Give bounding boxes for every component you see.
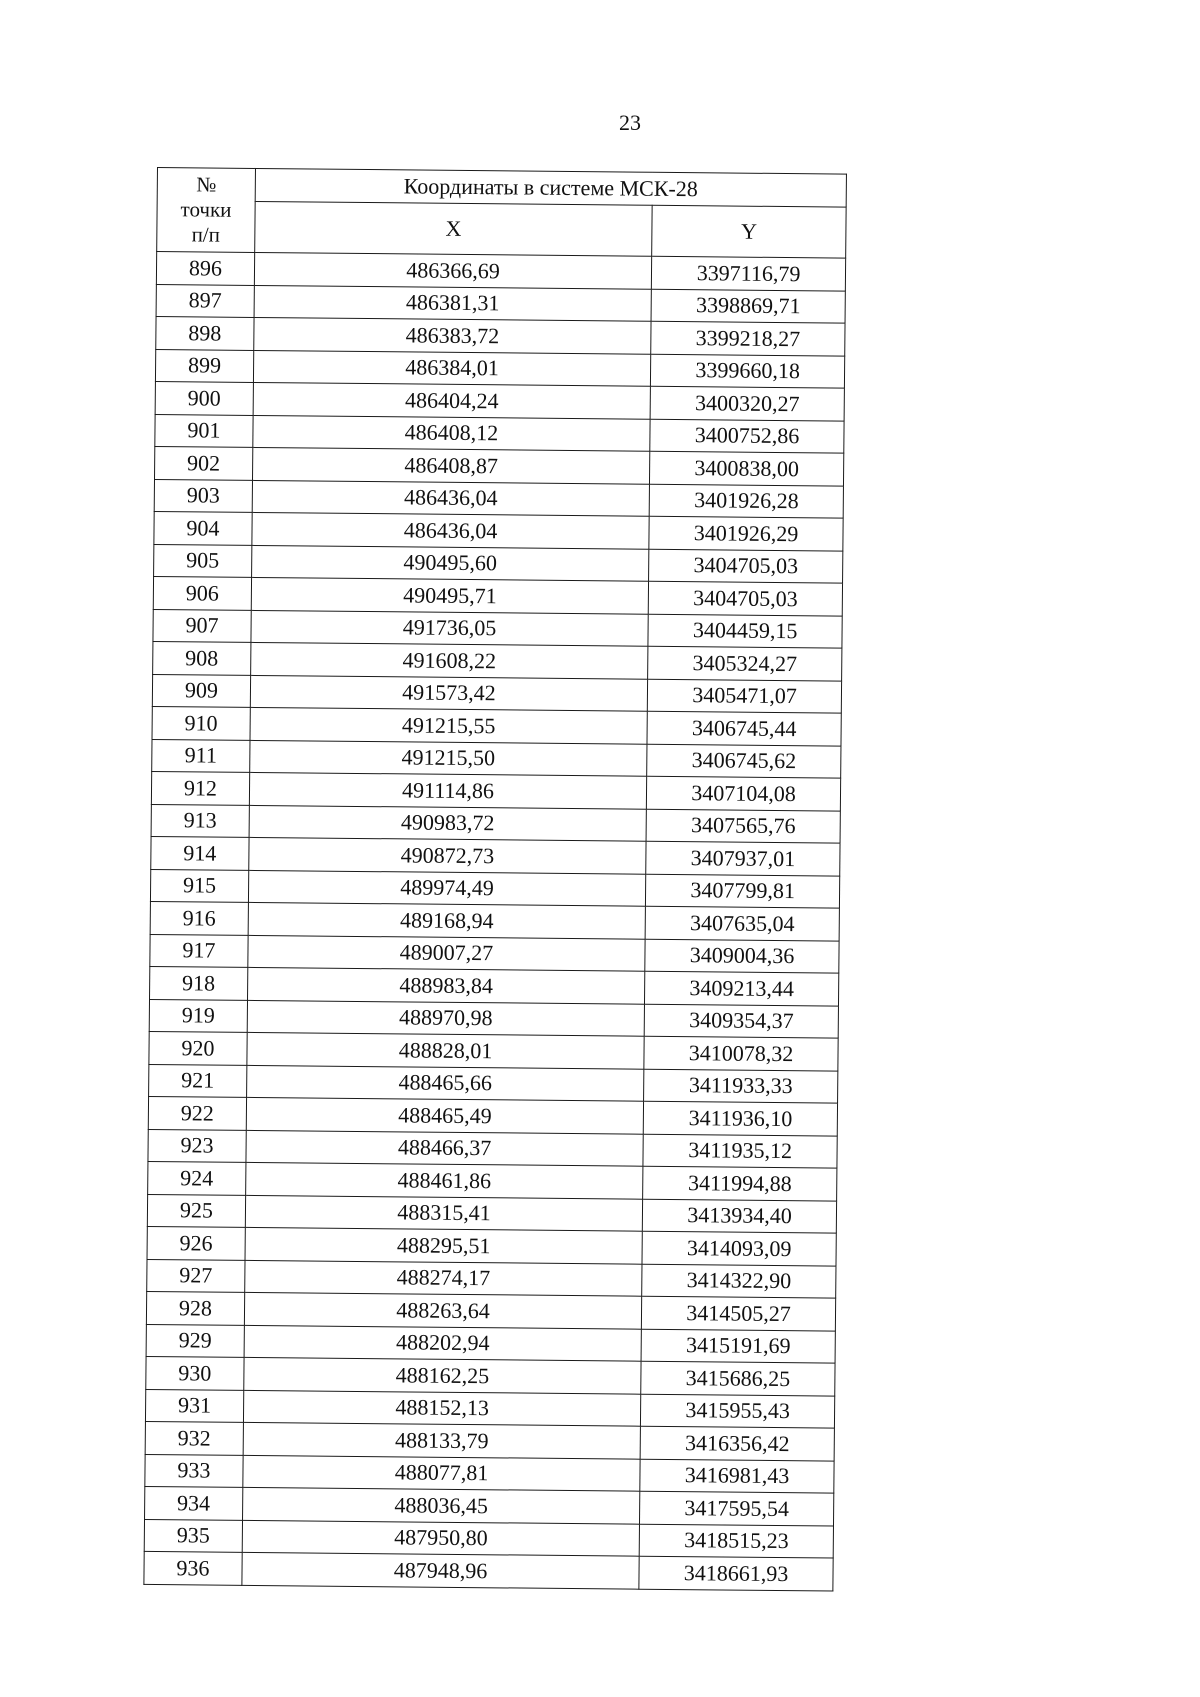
x-coordinate-cell: 490495,71 — [251, 577, 649, 613]
point-number-cell: 915 — [150, 869, 248, 902]
y-coordinate-cell: 3409004,36 — [645, 939, 839, 973]
coordinates-table-body — [144, 252, 846, 1591]
x-coordinate-cell: 488828,01 — [247, 1032, 645, 1068]
y-coordinate-cell: 3407937,01 — [646, 841, 840, 875]
x-coordinate-cell: 491215,50 — [250, 740, 648, 776]
x-coordinate-cell: 491573,42 — [250, 675, 648, 711]
x-coordinate-cell: 490983,72 — [249, 805, 647, 841]
point-number-cell: 904 — [154, 511, 252, 544]
y-coordinate-cell: 3404705,03 — [649, 549, 843, 583]
point-number-cell: 929 — [146, 1324, 244, 1357]
point-number-cell: 914 — [151, 836, 249, 869]
point-number-cell: 899 — [155, 349, 253, 382]
x-coordinate-cell: 488133,79 — [243, 1422, 641, 1458]
y-coordinate-cell: 3417595,54 — [640, 1491, 834, 1525]
x-coordinate-cell: 490872,73 — [249, 837, 647, 873]
y-coordinate-cell: 3401926,28 — [649, 484, 843, 518]
y-coordinate-cell: 3405324,27 — [648, 646, 842, 680]
point-number-cell: 931 — [145, 1389, 243, 1422]
x-coordinate-cell: 491215,55 — [250, 707, 648, 743]
y-coordinate-cell: 3397116,79 — [652, 256, 846, 290]
y-coordinate-cell: 3416981,43 — [640, 1459, 834, 1493]
point-number-cell: 902 — [155, 446, 253, 479]
x-coordinate-cell: 491608,22 — [251, 642, 649, 678]
point-number-cell: 896 — [156, 252, 254, 285]
point-number-header-line: точки — [180, 197, 232, 222]
x-coordinate-cell: 488466,37 — [246, 1130, 644, 1166]
x-coordinate-cell: 488162,25 — [244, 1357, 642, 1393]
x-coordinate-cell: 487948,96 — [242, 1552, 640, 1588]
page-number: 23 — [619, 110, 641, 135]
y-coordinate-cell: 3406745,62 — [647, 744, 841, 778]
y-coordinate-cell: 3415686,25 — [641, 1361, 835, 1395]
y-coordinate-cell: 3409213,44 — [645, 971, 839, 1005]
y-coordinate-cell: 3413934,40 — [642, 1199, 836, 1233]
x-coordinate-cell: 489974,49 — [248, 870, 646, 906]
x-coordinate-cell: 486366,69 — [254, 252, 652, 288]
y-coordinate-cell: 3399660,18 — [651, 354, 845, 388]
point-number-header-line: п/п — [191, 222, 221, 247]
y-coordinate-cell: 3415191,69 — [641, 1329, 835, 1363]
point-number-cell: 907 — [153, 609, 251, 642]
point-number-cell: 919 — [149, 999, 247, 1032]
point-number-cell: 905 — [154, 544, 252, 577]
y-coordinate-cell: 3418661,93 — [639, 1556, 833, 1590]
point-number-cell: 922 — [148, 1096, 246, 1129]
point-number-cell: 924 — [148, 1161, 246, 1194]
coordinate-system-header: Координаты в системе МСК-28 — [255, 168, 846, 207]
point-number-header — [157, 168, 256, 253]
x-coordinate-cell: 488295,51 — [245, 1227, 643, 1263]
point-number-cell: 912 — [151, 771, 249, 804]
x-coordinate-cell: 486404,24 — [253, 382, 651, 418]
x-coordinate-cell: 488263,64 — [244, 1292, 642, 1328]
x-coordinate-cell: 488077,81 — [243, 1455, 641, 1491]
point-number-cell: 898 — [156, 316, 254, 349]
x-coordinate-cell: 486381,31 — [254, 285, 652, 321]
x-coordinate-cell: 487950,80 — [242, 1520, 640, 1556]
point-number-cell: 923 — [148, 1129, 246, 1162]
y-coordinate-cell: 3407565,76 — [646, 809, 840, 843]
coordinates-table — [143, 167, 847, 1591]
point-number-cell: 910 — [152, 706, 250, 739]
point-number-cell: 917 — [150, 934, 248, 967]
x-coordinate-cell: 488970,98 — [247, 1000, 645, 1036]
point-number-cell: 918 — [150, 966, 248, 999]
x-coordinate-cell: 486436,04 — [252, 480, 650, 516]
x-coordinate-cell: 489168,94 — [248, 902, 646, 938]
y-column-header: Y — [652, 205, 846, 258]
x-coordinate-cell: 486408,87 — [252, 447, 650, 483]
y-coordinate-cell: 3400752,86 — [650, 419, 844, 453]
y-coordinate-cell: 3406745,44 — [647, 711, 841, 745]
y-coordinate-cell: 3407799,81 — [646, 874, 840, 908]
x-coordinate-cell: 486383,72 — [254, 317, 652, 353]
point-number-cell: 928 — [146, 1291, 244, 1324]
point-number-cell: 925 — [147, 1194, 245, 1227]
point-number-cell: 916 — [150, 901, 248, 934]
y-coordinate-cell: 3411935,12 — [643, 1134, 837, 1168]
x-coordinate-cell: 490495,60 — [251, 545, 649, 581]
point-number-cell: 911 — [152, 739, 250, 772]
y-coordinate-cell: 3411936,10 — [643, 1101, 837, 1135]
y-coordinate-cell: 3410078,32 — [644, 1036, 838, 1070]
y-coordinate-cell: 3414322,90 — [642, 1264, 836, 1298]
y-coordinate-cell: 3418515,23 — [639, 1524, 833, 1558]
x-coordinate-cell: 488315,41 — [245, 1195, 643, 1231]
x-coordinate-cell: 488202,94 — [244, 1325, 642, 1361]
y-coordinate-cell: 3414093,09 — [642, 1231, 836, 1265]
x-coordinate-cell: 488465,66 — [246, 1065, 644, 1101]
y-coordinate-cell: 3400838,00 — [650, 451, 844, 485]
point-number-cell: 920 — [149, 1031, 247, 1064]
point-number-cell: 927 — [147, 1259, 245, 1292]
y-coordinate-cell: 3401926,29 — [649, 516, 843, 550]
point-number-cell: 897 — [156, 284, 254, 317]
point-number-cell: 900 — [155, 381, 253, 414]
point-number-cell: 934 — [145, 1486, 243, 1519]
y-coordinate-cell: 3411933,33 — [644, 1069, 838, 1103]
point-number-cell: 935 — [144, 1519, 242, 1552]
point-number-cell: 903 — [154, 479, 252, 512]
point-number-cell: 921 — [149, 1064, 247, 1097]
point-number-cell: 930 — [146, 1356, 244, 1389]
point-number-cell: 926 — [147, 1226, 245, 1259]
y-coordinate-cell: 3405471,07 — [647, 679, 841, 713]
point-number-cell: 909 — [152, 674, 250, 707]
x-coordinate-cell: 488152,13 — [243, 1390, 641, 1426]
point-number-cell: 933 — [145, 1454, 243, 1487]
x-coordinate-cell: 486436,04 — [252, 512, 650, 548]
y-coordinate-cell: 3404459,15 — [648, 614, 842, 648]
point-number-cell: 908 — [153, 641, 251, 674]
x-coordinate-cell: 488983,84 — [247, 967, 645, 1003]
y-coordinate-cell: 3411994,88 — [643, 1166, 837, 1200]
x-coordinate-cell: 491114,86 — [249, 772, 647, 808]
y-coordinate-cell: 3398869,71 — [651, 289, 845, 323]
y-coordinate-cell: 3407104,08 — [647, 776, 841, 810]
x-coordinate-cell: 486408,12 — [253, 415, 651, 451]
y-coordinate-cell: 3407635,04 — [645, 906, 839, 940]
point-number-cell: 932 — [145, 1421, 243, 1454]
x-coordinate-cell: 486384,01 — [253, 350, 651, 386]
x-coordinate-cell: 488461,86 — [246, 1162, 644, 1198]
point-number-cell: 906 — [153, 576, 251, 609]
y-coordinate-cell: 3404705,03 — [648, 581, 842, 615]
y-coordinate-cell: 3416356,42 — [640, 1426, 834, 1460]
x-coordinate-cell: 488036,45 — [242, 1487, 640, 1523]
x-coordinate-cell: 488465,49 — [246, 1097, 644, 1133]
point-number-cell: 901 — [155, 414, 253, 447]
x-column-header: X — [255, 201, 653, 256]
x-coordinate-cell: 488274,17 — [245, 1260, 643, 1296]
table-row — [144, 1551, 833, 1590]
x-coordinate-cell: 491736,05 — [251, 610, 649, 646]
y-coordinate-cell: 3414505,27 — [642, 1296, 836, 1330]
y-coordinate-cell: 3400320,27 — [650, 386, 844, 420]
point-number-cell: 936 — [144, 1551, 242, 1584]
y-coordinate-cell: 3409354,37 — [644, 1004, 838, 1038]
point-number-header-line: № — [196, 172, 217, 197]
point-number-cell: 913 — [151, 804, 249, 837]
y-coordinate-cell: 3399218,27 — [651, 321, 845, 355]
y-coordinate-cell: 3415955,43 — [641, 1394, 835, 1428]
x-coordinate-cell: 489007,27 — [248, 935, 646, 971]
